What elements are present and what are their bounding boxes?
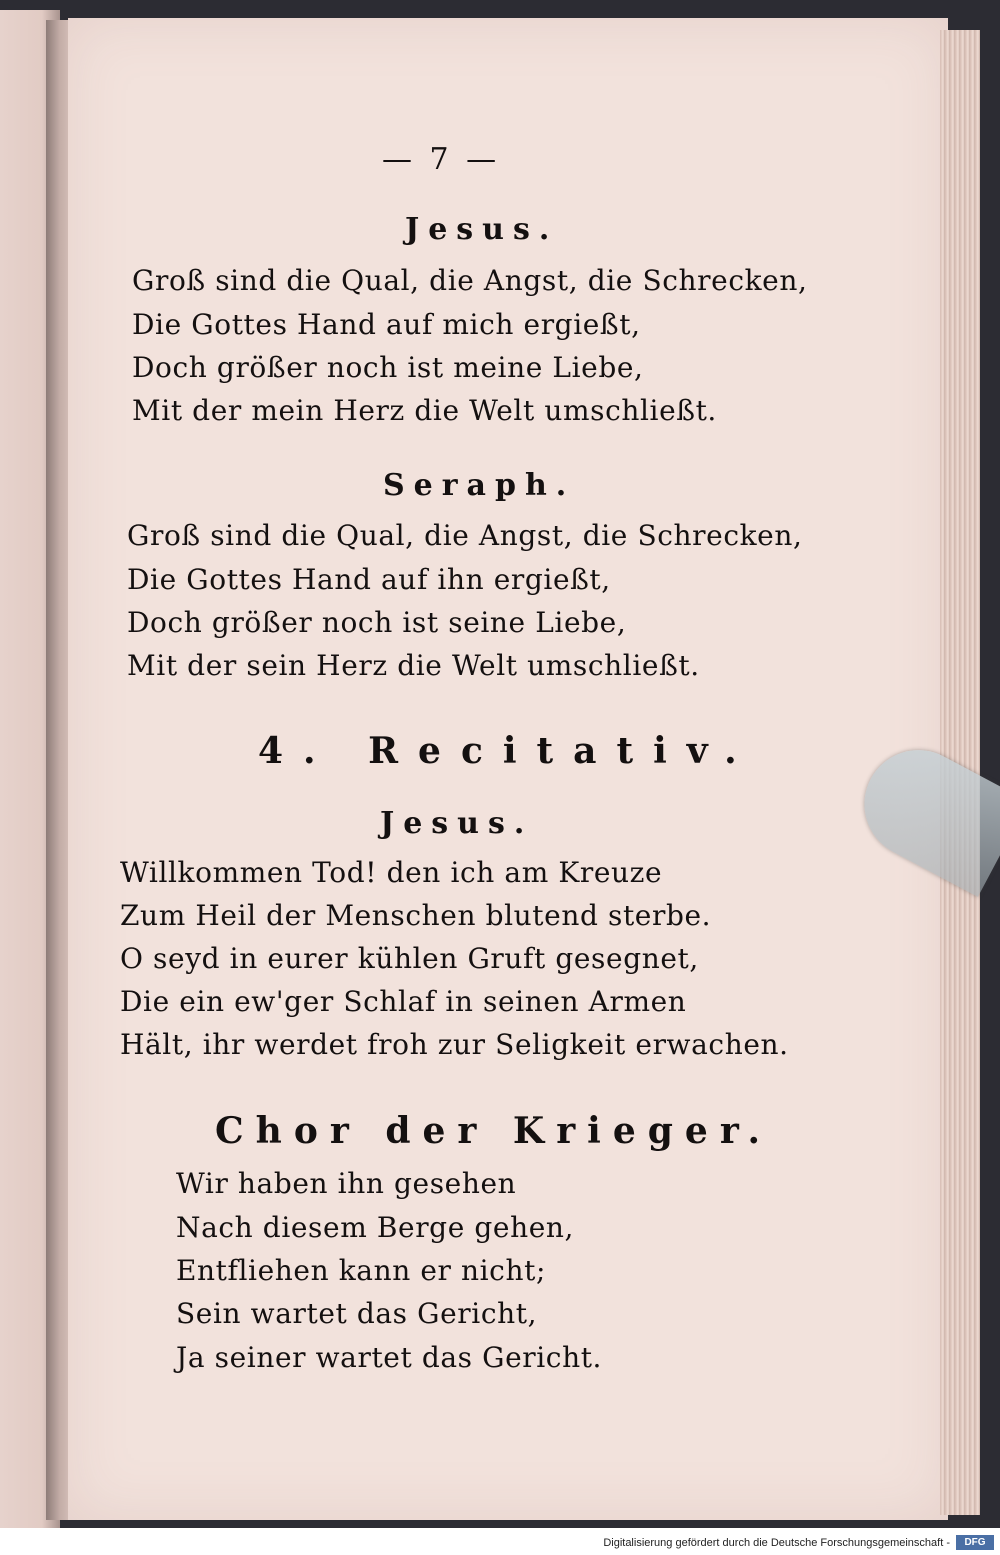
verse-line: Groß sind die Qual, die Angst, die Schrecken, — [127, 519, 803, 552]
verse-line: Groß sind die Qual, die Angst, die Schrecken, — [132, 264, 808, 297]
verse-line: Die Gottes Hand auf mich ergießt, — [132, 308, 641, 341]
heading-seraph: Seraph. — [383, 468, 576, 503]
verse-line: Mit der sein Herz die Welt umschließt. — [127, 649, 700, 682]
verse-line: Doch größer noch ist meine Liebe, — [132, 351, 644, 384]
verse-line: Willkommen Tod! den ich am Kreuze — [120, 856, 663, 889]
heading-chor: Chor der Krieger. — [215, 1110, 773, 1152]
dfg-logo-icon: DFG — [956, 1535, 994, 1550]
verse-line: Die Gottes Hand auf ihn ergießt, — [127, 563, 611, 596]
verse-line: Hält, ihr werdet froh zur Seligkeit erwachen. — [120, 1028, 789, 1061]
heading-recitativ: 4. Recitativ. — [258, 730, 757, 772]
verse-line: Die ein ew'ger Schlaf in seinen Armen — [120, 985, 687, 1018]
verse-line: Ja seiner wartet das Gericht. — [176, 1341, 603, 1374]
verse-line: Mit der mein Herz die Welt umschließt. — [132, 394, 717, 427]
heading-jesus: Jesus. — [380, 806, 534, 841]
verse-line: Zum Heil der Menschen blutend sterbe. — [120, 899, 712, 932]
verse-line: Wir haben ihn gesehen — [176, 1167, 517, 1200]
heading-jesus: Jesus. — [405, 212, 559, 247]
funding-credit: Digitalisierung gefördert durch die Deutsche Forschungsgemeinschaft - — [603, 1537, 950, 1549]
verse-line: Sein wartet das Gericht, — [176, 1297, 538, 1330]
verse-line: O seyd in eurer kühlen Gruft gesegnet, — [120, 942, 699, 975]
verse-line: Entfliehen kann er nicht; — [176, 1254, 546, 1287]
verse-line: Nach diesem Berge gehen, — [176, 1211, 575, 1244]
page-number: — 7 — — [382, 142, 501, 177]
verse-line: Doch größer noch ist seine Liebe, — [127, 606, 627, 639]
